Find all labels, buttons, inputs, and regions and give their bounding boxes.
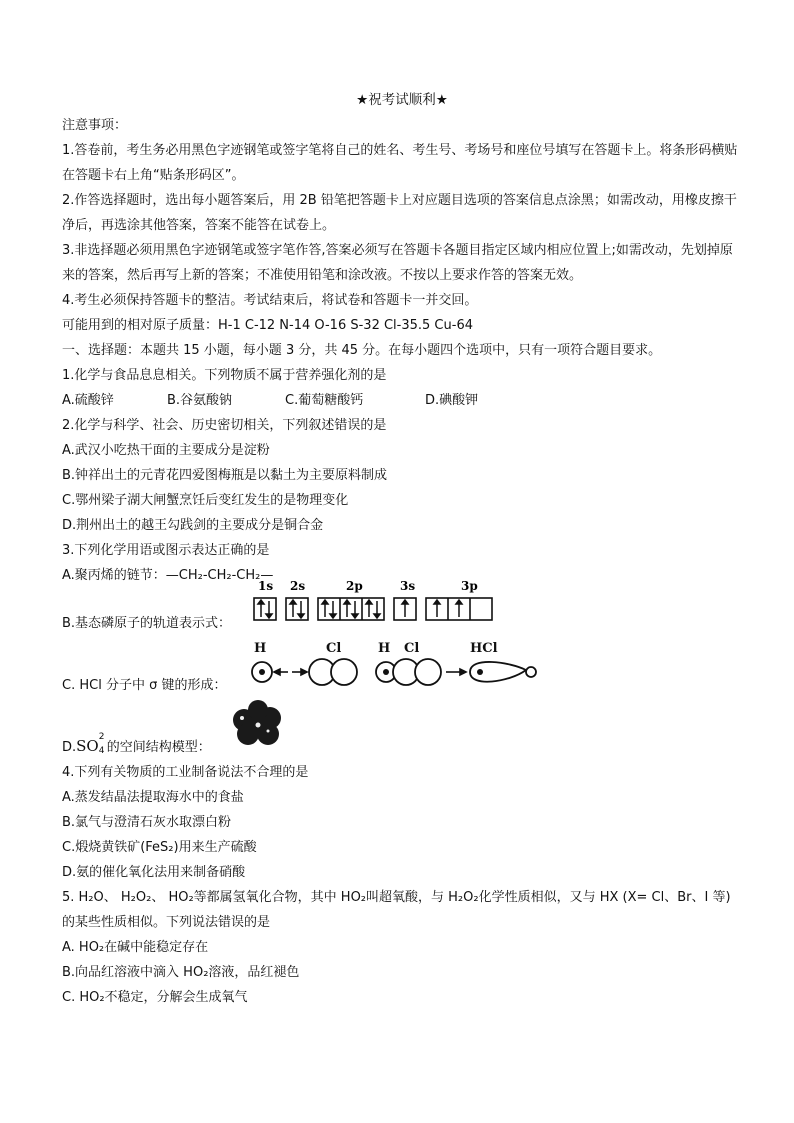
q5-option-b: B.向品红溶液中滴入 HO₂溶液，品红褪色 <box>62 965 300 980</box>
question-5-stem: 5. H₂O、 H₂O₂、 HO₂等都属氢氧化合物，其中 HO₂叫超氧酸，与 H₂O₂化学性质相似，又与 HX (X= Cl、Br、I 等)的某些性质相似。下列说法错误的是 <box>62 890 731 930</box>
q5-option-a: A. HO₂在碱中能稳定存在 <box>62 940 209 955</box>
question-2-stem: 2.化学与科学、社会、历史密切相关，下列叙述错误的是 <box>62 418 387 433</box>
atom-h-2: H <box>378 641 391 656</box>
q3-option-c <box>62 638 742 700</box>
notice-heading: 注意事项： <box>62 118 128 133</box>
notice-3: 3.非选择题必须用黑色字迹钢笔或签字笔作答,答案必须写在答题卡各题目指定区域内相应位置上;如需改动，先划掉原来的答案，然后再写上新的答案；不准使用铅笔和涂改液。不按以上要求作答的答案无效。 <box>62 243 733 283</box>
atom-cl-2: Cl <box>404 641 420 656</box>
question-1-stem: 1.化学与食品息息相关。下列物质不属于营养强化剂的是 <box>62 368 387 383</box>
molecule-hcl: HCl <box>470 641 498 656</box>
q3-option-d-label: D.SO 2 4 的空间结构模型： <box>62 732 211 756</box>
question-3-stem: 3.下列化学用语或图示表达正确的是 <box>62 543 270 558</box>
q3-option-b-label: B.基态磷原子的轨道表示式： <box>62 616 232 631</box>
orbital-diagram <box>248 576 568 632</box>
sulfate-space-filling-model <box>222 698 292 748</box>
exam-page <box>62 88 742 1010</box>
q1-option-a: A.硫酸锌 <box>62 393 114 408</box>
q2-option-a: A.武汉小吃热干面的主要成分是淀粉 <box>62 443 270 458</box>
q4-option-a: A.蒸发结晶法提取海水中的食盐 <box>62 790 244 805</box>
notice-1: 1.答卷前，考生务必用黑色字迹钢笔或签字笔将自己的姓名、考生号、考场号和座位号填写在答题卡上。将条形码横贴在答题卡右上角“贴条形码区”。 <box>62 143 738 183</box>
atomic-masses: 可能用到的相对原子质量：H-1 C-12 N-14 O-16 S-32 Cl-35.5 Cu-64 <box>62 318 473 333</box>
q4-option-b: B.氯气与澄清石灰水取漂白粉 <box>62 815 232 830</box>
q3-option-b <box>62 579 742 638</box>
question-4-stem: 4.下列有关物质的工业制备说法不合理的是 <box>62 765 309 780</box>
orbital-label-1s: 1s <box>258 579 274 593</box>
notice-4: 4.考生必须保持答题卡的整洁。考试结束后，将试卷和答题卡一并交回。 <box>62 293 478 308</box>
q1-option-c: C.葡萄糖酸钙 <box>285 393 364 408</box>
exam-title: ★祝考试顺利★ <box>356 92 448 108</box>
orbital-label-2p: 2p <box>346 579 363 593</box>
q4-option-d: D.氨的催化氧化法用来制备硝酸 <box>62 865 246 880</box>
orbital-label-3s: 3s <box>400 579 416 593</box>
question-1-options <box>62 388 742 413</box>
q2-option-c: C.鄂州梁子湖大闸蟹烹饪后变红发生的是物理变化 <box>62 493 349 508</box>
q1-option-b: B.谷氨酸钠 <box>167 393 233 408</box>
q4-option-c: C.煅烧黄铁矿(FeS₂)用来生产硫酸 <box>62 840 257 855</box>
q5-option-c: C. HO₂不稳定，分解会生成氧气 <box>62 990 248 1005</box>
q2-option-b: B.钟祥出土的元青花四爱图梅瓶是以黏土为主要原料制成 <box>62 468 388 483</box>
q3-option-d <box>62 700 742 760</box>
atom-h-1: H <box>254 641 267 656</box>
section-heading: 一、选择题：本题共 15 小题，每小题 3 分，共 45 分。在每小题四个选项中，只有一项符合题目要求。 <box>62 343 662 358</box>
q3-option-c-label: C. HCl 分子中 σ 键的形成： <box>62 678 227 693</box>
orbital-label-3p: 3p <box>461 579 478 593</box>
q1-option-d: D.碘酸钾 <box>425 393 479 408</box>
q3-option-a: A.聚丙烯的链节：—CH₂-CH₂-CH₂— <box>62 568 274 583</box>
q2-option-d: D.荆州出土的越王勾践剑的主要成分是铜合金 <box>62 518 324 533</box>
orbital-label-2s: 2s <box>290 579 306 593</box>
sigma-bond-diagram <box>248 636 588 696</box>
atom-cl-1: Cl <box>326 641 342 656</box>
notice-2: 2.作答选择题时，选出每小题答案后，用 2B 铅笔把答题卡上对应题目选项的答案信息点涂黑；如需改动，用橡皮擦干净后，再选涂其他答案，答案不能答在试卷上。 <box>62 193 737 233</box>
